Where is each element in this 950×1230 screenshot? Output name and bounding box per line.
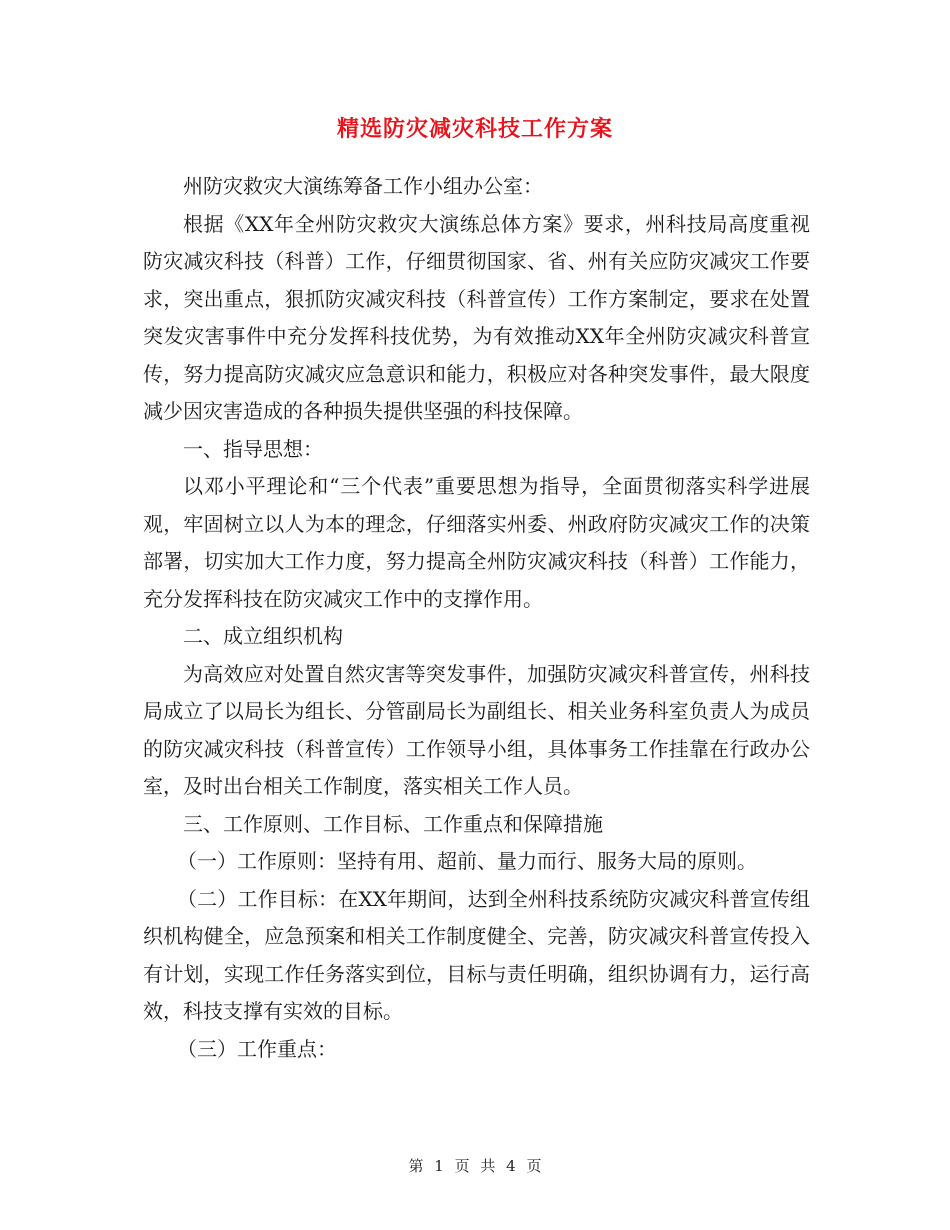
heading-principles: 三、工作原则、工作目标、工作重点和保障措施	[183, 811, 603, 836]
paragraph-intro: 根据《XX年全州防灾救灾大演练总体方案》要求，州科技局高度重视防灾减灾科技（科普）工作，仔细贯彻国家、省、州有关应防灾减灾工作要求，突出重点，狠抓防灾减灾科技（科普宣传）工作方案制定，要求在处置突发灾害事件中充分发挥科技优势，为有效推动XX年全州防灾减灾科普宣传，努力提高防灾减灾应急意识和能力，积极应对各种突发事件，最大限度减少因灾害造成的各种损失提供坚强的科技保障。	[143, 211, 810, 423]
document-title: 精选防灾减灾科技工作方案	[336, 116, 613, 142]
paragraph-principles: （一）工作原则：坚持有用、超前、量力而行、服务大局的原则。	[177, 849, 757, 873]
heading-organization: 二、成立组织机构	[183, 624, 343, 648]
document-body	[143, 168, 810, 1068]
paragraph-guiding-thought: 以邓小平理论和“三个代表”重要思想为指导，全面贯彻落实科学进展观，牢固树立以人为本的理念，仔细落实州委、州政府防灾减灾工作的决策部署，切实加大工作力度，努力提高全州防灾减灾科技（科普）工作能力，充分发挥科技在防灾减灾工作中的支撑作用。	[143, 474, 810, 611]
page-footer: 第 1 页 共 4 页	[408, 1157, 542, 1175]
heading-key-work: （三）工作重点：	[177, 1036, 337, 1061]
paragraph-addressee: 州防灾救灾大演练筹备工作小组办公室：	[183, 174, 543, 198]
paragraph-goals: （二）工作目标：在XX年期间，达到全州科技系统防灾减灾科普宣传组织机构健全，应急预案和相关工作制度健全、完善，防灾减灾科普宣传投入有计划，实现工作任务落实到位，目标与责任明确，组织协调有力，运行高效，科技支撑有实效的目标。	[143, 886, 810, 1023]
heading-guiding-thought: 一、指导思想：	[183, 436, 323, 461]
paragraph-organization: 为高效应对处置自然灾害等突发事件，加强防灾减灾科普宣传，州科技局成立了以局长为组长、分管副局长为副组长、相关业务科室负责人为成员的防灾减灾科技（科普宣传）工作领导小组，具体事务工作挂靠在行政办公室，及时出台相关工作制度，落实相关工作人员。	[143, 661, 810, 798]
